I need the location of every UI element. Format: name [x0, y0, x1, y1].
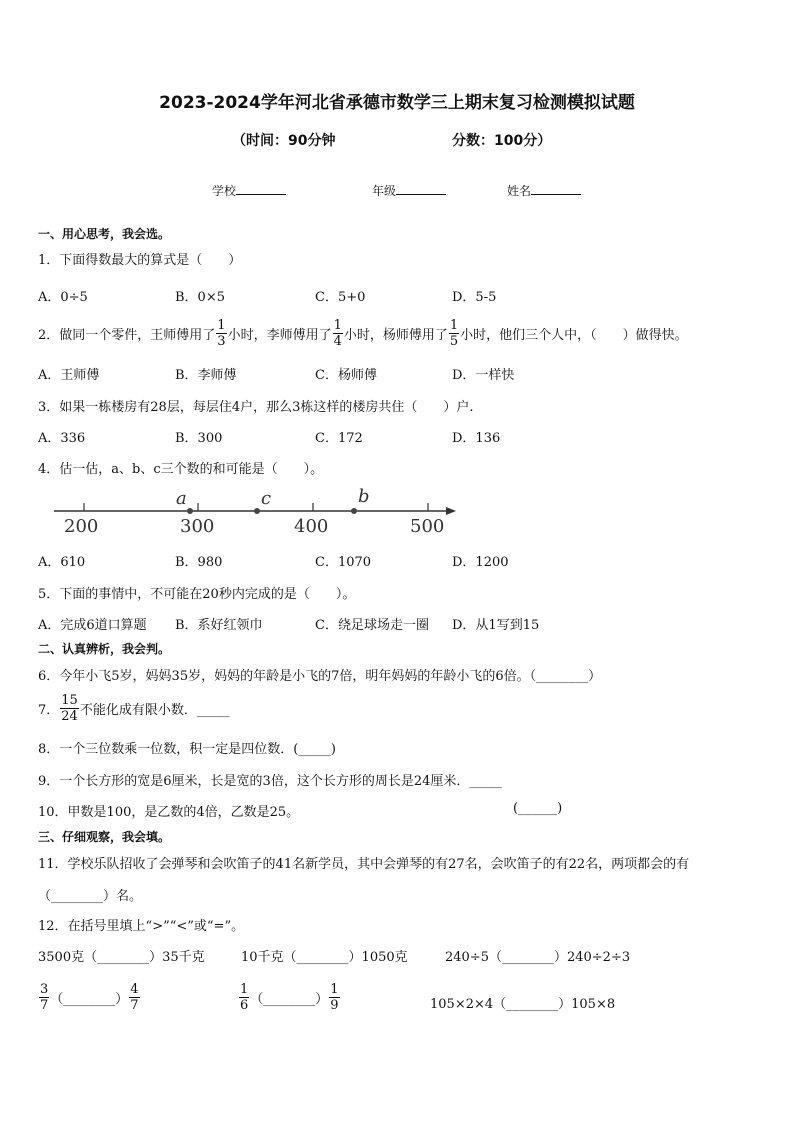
c4-left-num: 3 — [40, 982, 49, 997]
c5-right-den: 9 — [330, 998, 339, 1013]
q2-option-b[interactable]: B．李师傅 — [175, 368, 237, 383]
compare-2[interactable]: 10千克（________）1050克 — [241, 950, 408, 965]
q2-text-1: 2．做同一个零件，王师傅用了 — [38, 328, 216, 343]
question-1: 1．下面得数最大的算式是（ ） — [38, 253, 242, 268]
compare-1[interactable]: 3500克（________）35千克 — [38, 950, 205, 965]
q7-fraction — [60, 693, 79, 724]
grade-label: 年级 — [372, 184, 397, 198]
question-2 — [38, 318, 688, 349]
q4-option-d[interactable]: D．1200 — [452, 555, 509, 570]
tick-label-400: 400 — [294, 516, 329, 537]
c5-blank[interactable]: （________） — [250, 992, 329, 1007]
c4-blank[interactable]: （________） — [50, 992, 129, 1007]
label-c: c — [261, 488, 272, 509]
label-b: b — [358, 486, 370, 507]
q3-option-b[interactable]: B．300 — [175, 431, 223, 446]
q7-den: 24 — [61, 709, 78, 724]
question-12: 12．在括号里填上“>”“<”或“=”。 — [38, 919, 245, 934]
grade-line[interactable] — [396, 182, 446, 195]
grade-field[interactable] — [372, 182, 446, 199]
name-label: 姓名 — [507, 184, 532, 198]
school-field[interactable] — [212, 182, 286, 199]
c5-fraction-right — [329, 982, 339, 1013]
point-a — [187, 508, 193, 514]
q3-option-d[interactable]: D．136 — [452, 431, 501, 446]
label-a: a — [176, 488, 187, 509]
number-line-arrow — [446, 507, 456, 515]
question-6: 6．今年小飞5岁，妈妈35岁，妈妈的年龄是小飞的7倍，明年妈妈的年龄小飞的6倍。（________） — [38, 669, 602, 684]
q2-fraction-2 — [333, 318, 343, 349]
q4-option-a[interactable]: A．610 — [38, 555, 86, 570]
point-b — [351, 508, 357, 514]
number-line — [50, 484, 470, 540]
c4-right-den: 7 — [130, 998, 139, 1013]
q2-f3-den: 5 — [449, 334, 459, 349]
q7-text: 不能化成有限小数．_____ — [79, 703, 230, 718]
q2-option-c[interactable]: C．杨师傅 — [315, 368, 377, 383]
name-line[interactable] — [531, 182, 581, 195]
q5-option-d[interactable]: D．从1写到15 — [452, 618, 540, 633]
q5-option-b[interactable]: B．系好红领巾 — [175, 618, 263, 633]
q5-option-a[interactable]: A．完成6道口算题 — [38, 618, 147, 633]
name-field[interactable] — [507, 182, 581, 199]
q2-text-2: 小时，李师傅用了 — [227, 328, 332, 343]
c4-fraction-right — [129, 982, 139, 1013]
q4-option-c[interactable]: C．1070 — [315, 555, 372, 570]
c5-left-den: 6 — [240, 998, 249, 1013]
q3-option-a[interactable]: A．336 — [38, 431, 86, 446]
q1-option-d[interactable]: D．5-5 — [452, 290, 497, 305]
c5-fraction-left — [239, 982, 249, 1013]
q2-text-3: 小时，杨师傅用了 — [343, 328, 448, 343]
school-line[interactable] — [236, 182, 286, 195]
q10-answer-blank[interactable]: (______) — [513, 801, 563, 816]
q2-f1-den: 3 — [217, 334, 226, 349]
time-label: （时间：90分钟 — [232, 133, 336, 149]
question-3: 3．如果一栋楼房有28层，每层住4户，那么3栋这样的楼房共住（ ）户. — [38, 400, 474, 415]
c5-left-num: 1 — [240, 982, 249, 997]
q2-f2-den: 4 — [333, 334, 342, 349]
q3-option-c[interactable]: C．172 — [315, 431, 363, 446]
tick-label-300: 300 — [180, 516, 215, 537]
q2-text-4: 小时，他们三个人中，（ ）做得快。 — [460, 328, 688, 343]
tick-label-200: 200 — [64, 516, 99, 537]
q2-fraction-1 — [216, 318, 226, 349]
q2-option-d[interactable]: D．一样快 — [452, 368, 515, 383]
compare-3[interactable]: 240÷5（________）240÷2÷3 — [445, 950, 631, 965]
c4-fraction-left — [39, 982, 49, 1013]
q7-num: 15 — [61, 693, 78, 708]
page-title: 2023-2024学年河北省承德市数学三上期末复习检测模拟试题 — [159, 93, 635, 113]
q2-option-a[interactable]: A．王师傅 — [38, 368, 100, 383]
c4-right-num: 4 — [130, 982, 139, 997]
q1-option-a[interactable]: A．0÷5 — [38, 290, 88, 305]
q2-fraction-3 — [449, 318, 459, 349]
school-label: 学校 — [212, 184, 237, 198]
question-9: 9．一个长方形的宽是6厘米，长是宽的3倍，这个长方形的周长是24厘米．_____ — [38, 774, 502, 789]
q5-option-c[interactable]: C．绕足球场走一圈 — [315, 618, 429, 633]
q2-f2-num: 1 — [333, 318, 342, 333]
question-10: 10．甲数是100，是乙数的4倍，乙数是25。 — [38, 805, 300, 820]
question-11-line-2[interactable]: （________）名。 — [38, 889, 143, 904]
q1-option-b[interactable]: B．0×5 — [175, 290, 225, 305]
q4-option-b[interactable]: B．980 — [175, 555, 223, 570]
q1-option-c[interactable]: C．5+0 — [315, 290, 366, 305]
question-5: 5．下面的事情中，不可能在20秒内完成的是（ ）。 — [38, 587, 356, 602]
q2-f3-num: 1 — [449, 318, 459, 333]
point-c — [254, 508, 260, 514]
q7-prefix: 7． — [38, 703, 60, 718]
question-8: 8．一个三位数乘一位数，积一定是四位数．(_____) — [38, 742, 336, 757]
question-11-line-1: 11．学校乐队招收了会弹琴和会吹笛子的41名新学员，其中会弹琴的有27名，会吹笛子的有22名，两项都会的有 — [38, 857, 690, 872]
c4-left-den: 7 — [40, 998, 49, 1013]
compare-5[interactable] — [238, 982, 341, 1013]
section-1-heading: 一、用心思考，我会选。 — [38, 227, 171, 241]
question-7 — [38, 693, 229, 724]
section-2-heading: 二、认真辨析，我会判。 — [38, 642, 171, 656]
compare-6[interactable]: 105×2×4（________）105×8 — [430, 997, 616, 1012]
section-3-heading: 三、仔细观察，我会填。 — [38, 830, 171, 844]
c5-right-num: 1 — [330, 982, 339, 997]
score-label: 分数：100分） — [452, 133, 552, 149]
compare-4[interactable] — [38, 982, 141, 1013]
tick-label-500: 500 — [410, 516, 445, 537]
question-4: 4．估一估，a、b、c三个数的和可能是（ ）。 — [38, 462, 324, 477]
q2-f1-num: 1 — [217, 318, 226, 333]
